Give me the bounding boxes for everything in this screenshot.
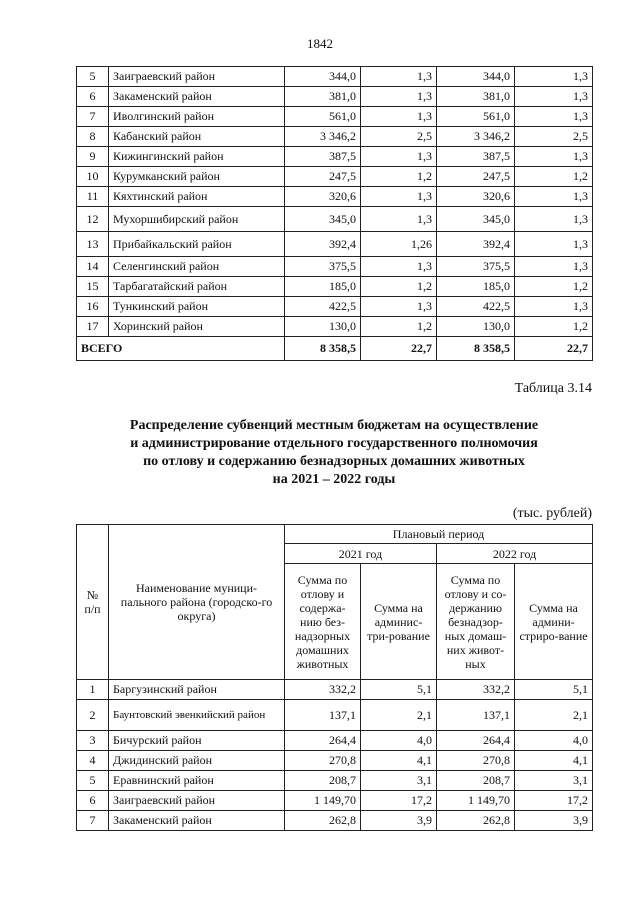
subsidy-table-continued bbox=[76, 66, 593, 361]
table-cell: 1,26 bbox=[361, 232, 437, 257]
table-cell: 422,5 bbox=[437, 297, 515, 317]
table-cell: 14 bbox=[77, 257, 109, 277]
table-cell: 1,3 bbox=[515, 207, 593, 232]
table-cell: 270,8 bbox=[285, 751, 361, 771]
table-row bbox=[77, 127, 593, 147]
table-row bbox=[77, 791, 593, 811]
table-cell: 12 bbox=[77, 207, 109, 232]
table-cell: Закаменский район bbox=[109, 87, 285, 107]
table-cell: 387,5 bbox=[437, 147, 515, 167]
total-cell: 8 358,5 bbox=[437, 337, 515, 361]
animal-subsidy-table bbox=[76, 524, 593, 831]
table-cell: 392,4 bbox=[437, 232, 515, 257]
table-cell: 5 bbox=[77, 67, 109, 87]
table-cell: 381,0 bbox=[437, 87, 515, 107]
header-2021-catch-sum: Сумма по отлову и содержа-нию без-надзорных домашних животных bbox=[285, 564, 361, 680]
table-cell: 2 bbox=[77, 700, 109, 731]
table-cell: 1,3 bbox=[515, 87, 593, 107]
table-cell: 3,9 bbox=[515, 811, 593, 831]
table-row bbox=[77, 277, 593, 297]
table-cell: Тункинский район bbox=[109, 297, 285, 317]
total-row bbox=[77, 337, 593, 361]
table-cell: 1,2 bbox=[361, 277, 437, 297]
table-row bbox=[77, 167, 593, 187]
table-cell: 1,2 bbox=[515, 277, 593, 297]
table-cell: 10 bbox=[77, 167, 109, 187]
table-cell: 1,3 bbox=[515, 232, 593, 257]
table-cell: 7 bbox=[77, 107, 109, 127]
table-cell: 6 bbox=[77, 87, 109, 107]
table-row bbox=[77, 107, 593, 127]
table-cell: 17 bbox=[77, 317, 109, 337]
table-cell: 4 bbox=[77, 751, 109, 771]
table-row bbox=[77, 680, 593, 700]
total-cell: 22,7 bbox=[361, 337, 437, 361]
table-cell: 15 bbox=[77, 277, 109, 297]
table-cell: Мухоршибирский район bbox=[109, 207, 285, 232]
table-cell: 264,4 bbox=[437, 731, 515, 751]
table-cell: Кижингинский район bbox=[109, 147, 285, 167]
table-cell: Кабанский район bbox=[109, 127, 285, 147]
table-cell: 2,1 bbox=[515, 700, 593, 731]
table-cell: Закаменский район bbox=[109, 811, 285, 831]
header-2022-admin-sum: Сумма на админи-стриро-вание bbox=[515, 564, 593, 680]
table-cell: 2,1 bbox=[361, 700, 437, 731]
table-row bbox=[77, 751, 593, 771]
table-cell: 130,0 bbox=[285, 317, 361, 337]
header-2021-admin-sum: Сумма на админис-три-рование bbox=[361, 564, 437, 680]
table-cell: Заиграевский район bbox=[109, 791, 285, 811]
table-cell: 208,7 bbox=[285, 771, 361, 791]
table-cell: 4,0 bbox=[515, 731, 593, 751]
table-cell: 208,7 bbox=[437, 771, 515, 791]
table-cell: 130,0 bbox=[437, 317, 515, 337]
header-name: Наименование муници-пального района (городско-го округа) bbox=[109, 525, 285, 680]
table-cell: 6 bbox=[77, 791, 109, 811]
table-cell: 2,5 bbox=[361, 127, 437, 147]
table-cell: Тарбагатайский район bbox=[109, 277, 285, 297]
table-row bbox=[77, 257, 593, 277]
table-cell: 1,2 bbox=[515, 317, 593, 337]
table-cell: 561,0 bbox=[285, 107, 361, 127]
table-cell: 422,5 bbox=[285, 297, 361, 317]
table-cell: 332,2 bbox=[285, 680, 361, 700]
table-cell: 561,0 bbox=[437, 107, 515, 127]
table-cell: 1,3 bbox=[515, 257, 593, 277]
table-row bbox=[77, 700, 593, 731]
table-cell: 1 149,70 bbox=[437, 791, 515, 811]
table-cell: 1,3 bbox=[515, 187, 593, 207]
table-cell: 262,8 bbox=[285, 811, 361, 831]
table-row bbox=[77, 771, 593, 791]
table-cell: Курумканский район bbox=[109, 167, 285, 187]
title-line: на 2021 – 2022 годы bbox=[272, 472, 396, 487]
table-label: Таблица 3.14 bbox=[514, 381, 592, 396]
table-cell: 5 bbox=[77, 771, 109, 791]
table-cell: 1,3 bbox=[361, 67, 437, 87]
table-cell: Кяхтинский район bbox=[109, 187, 285, 207]
table-cell: 13 bbox=[77, 232, 109, 257]
table-cell: 11 bbox=[77, 187, 109, 207]
table-cell: 5,1 bbox=[515, 680, 593, 700]
table-cell: 375,5 bbox=[437, 257, 515, 277]
table-cell: Бичурский район bbox=[109, 731, 285, 751]
table-cell: Заиграевский район bbox=[109, 67, 285, 87]
table-cell: 1,3 bbox=[361, 87, 437, 107]
table-cell: Иволгинский район bbox=[109, 107, 285, 127]
table-cell: 345,0 bbox=[437, 207, 515, 232]
table-cell: 3,1 bbox=[361, 771, 437, 791]
table-cell: 1,2 bbox=[361, 167, 437, 187]
title-line: и администрирование отдельного государственного полномочия bbox=[130, 436, 538, 451]
table-cell: 1,3 bbox=[361, 207, 437, 232]
table-cell: 1,3 bbox=[361, 107, 437, 127]
table-cell: 4,1 bbox=[361, 751, 437, 771]
table-cell: 185,0 bbox=[285, 277, 361, 297]
table-row bbox=[77, 207, 593, 232]
table-cell: Джидинский район bbox=[109, 751, 285, 771]
table-cell: 1,3 bbox=[515, 67, 593, 87]
title-line: по отлову и содержанию безнадзорных домашних животных bbox=[143, 454, 525, 469]
page-number: 1842 bbox=[307, 36, 333, 51]
table-cell: 247,5 bbox=[285, 167, 361, 187]
table-row bbox=[77, 232, 593, 257]
table-cell: 270,8 bbox=[437, 751, 515, 771]
header-year-2022: 2022 год bbox=[437, 544, 593, 564]
table-cell: 375,5 bbox=[285, 257, 361, 277]
table-cell: 3,9 bbox=[361, 811, 437, 831]
total-cell: 22,7 bbox=[515, 337, 593, 361]
table-row bbox=[77, 147, 593, 167]
table-cell: 344,0 bbox=[285, 67, 361, 87]
table-cell: 1 bbox=[77, 680, 109, 700]
table-cell: 332,2 bbox=[437, 680, 515, 700]
table-cell: 7 bbox=[77, 811, 109, 831]
table-cell: 381,0 bbox=[285, 87, 361, 107]
table-row bbox=[77, 67, 593, 87]
table-cell: 137,1 bbox=[285, 700, 361, 731]
table-cell: 1,3 bbox=[361, 187, 437, 207]
table-cell: 4,0 bbox=[361, 731, 437, 751]
table-cell: 320,6 bbox=[285, 187, 361, 207]
table-cell: 17,2 bbox=[361, 791, 437, 811]
table-cell: 137,1 bbox=[437, 700, 515, 731]
table-row bbox=[77, 187, 593, 207]
table-title bbox=[76, 417, 592, 489]
table-cell: 247,5 bbox=[437, 167, 515, 187]
table-cell: 344,0 bbox=[437, 67, 515, 87]
table-cell: 264,4 bbox=[285, 731, 361, 751]
table-cell: Хоринский район bbox=[109, 317, 285, 337]
total-label: ВСЕГО bbox=[77, 337, 285, 361]
table-cell: 2,5 bbox=[515, 127, 593, 147]
table-row bbox=[77, 297, 593, 317]
table-cell: 392,4 bbox=[285, 232, 361, 257]
table-cell: Прибайкальский район bbox=[109, 232, 285, 257]
table-cell: 3 346,2 bbox=[437, 127, 515, 147]
header-2022-catch-sum: Сумма по отлову и со-держанию безнадзор-ных домаш-них живот-ных bbox=[437, 564, 515, 680]
table-cell: 1,2 bbox=[361, 317, 437, 337]
table-cell: 387,5 bbox=[285, 147, 361, 167]
table-cell: Селенгинский район bbox=[109, 257, 285, 277]
table-cell: Баргузинский район bbox=[109, 680, 285, 700]
table-cell: 3,1 bbox=[515, 771, 593, 791]
table-cell: 1,3 bbox=[515, 147, 593, 167]
table-cell: 1,2 bbox=[515, 167, 593, 187]
table-cell: 1,3 bbox=[361, 297, 437, 317]
table-cell: Баунтовский эвенкийский район bbox=[109, 700, 285, 731]
table-cell: 17,2 bbox=[515, 791, 593, 811]
header-plan-period: Плановый период bbox=[285, 525, 593, 544]
table-cell: 1,3 bbox=[515, 107, 593, 127]
table-cell: 5,1 bbox=[361, 680, 437, 700]
header-num: № п/п bbox=[77, 525, 109, 680]
table-cell: Еравнинский район bbox=[109, 771, 285, 791]
table-cell: 1,3 bbox=[361, 257, 437, 277]
title-line: Распределение субвенций местным бюджетам на осуществление bbox=[129, 418, 539, 433]
header-year-2021: 2021 год bbox=[285, 544, 437, 564]
table-cell: 4,1 bbox=[515, 751, 593, 771]
units-label: (тыс. рублей) bbox=[512, 506, 592, 521]
table-cell: 345,0 bbox=[285, 207, 361, 232]
table-cell: 8 bbox=[77, 127, 109, 147]
table-row bbox=[77, 731, 593, 751]
table-cell: 1,3 bbox=[515, 297, 593, 317]
table-cell: 3 bbox=[77, 731, 109, 751]
table-cell: 185,0 bbox=[437, 277, 515, 297]
table-row bbox=[77, 87, 593, 107]
table-cell: 16 bbox=[77, 297, 109, 317]
table-cell: 9 bbox=[77, 147, 109, 167]
table-row bbox=[77, 317, 593, 337]
table-cell: 1 149,70 bbox=[285, 791, 361, 811]
table-row bbox=[77, 811, 593, 831]
table-cell: 1,3 bbox=[361, 147, 437, 167]
table-cell: 3 346,2 bbox=[285, 127, 361, 147]
table-cell: 262,8 bbox=[437, 811, 515, 831]
total-cell: 8 358,5 bbox=[285, 337, 361, 361]
table-cell: 320,6 bbox=[437, 187, 515, 207]
